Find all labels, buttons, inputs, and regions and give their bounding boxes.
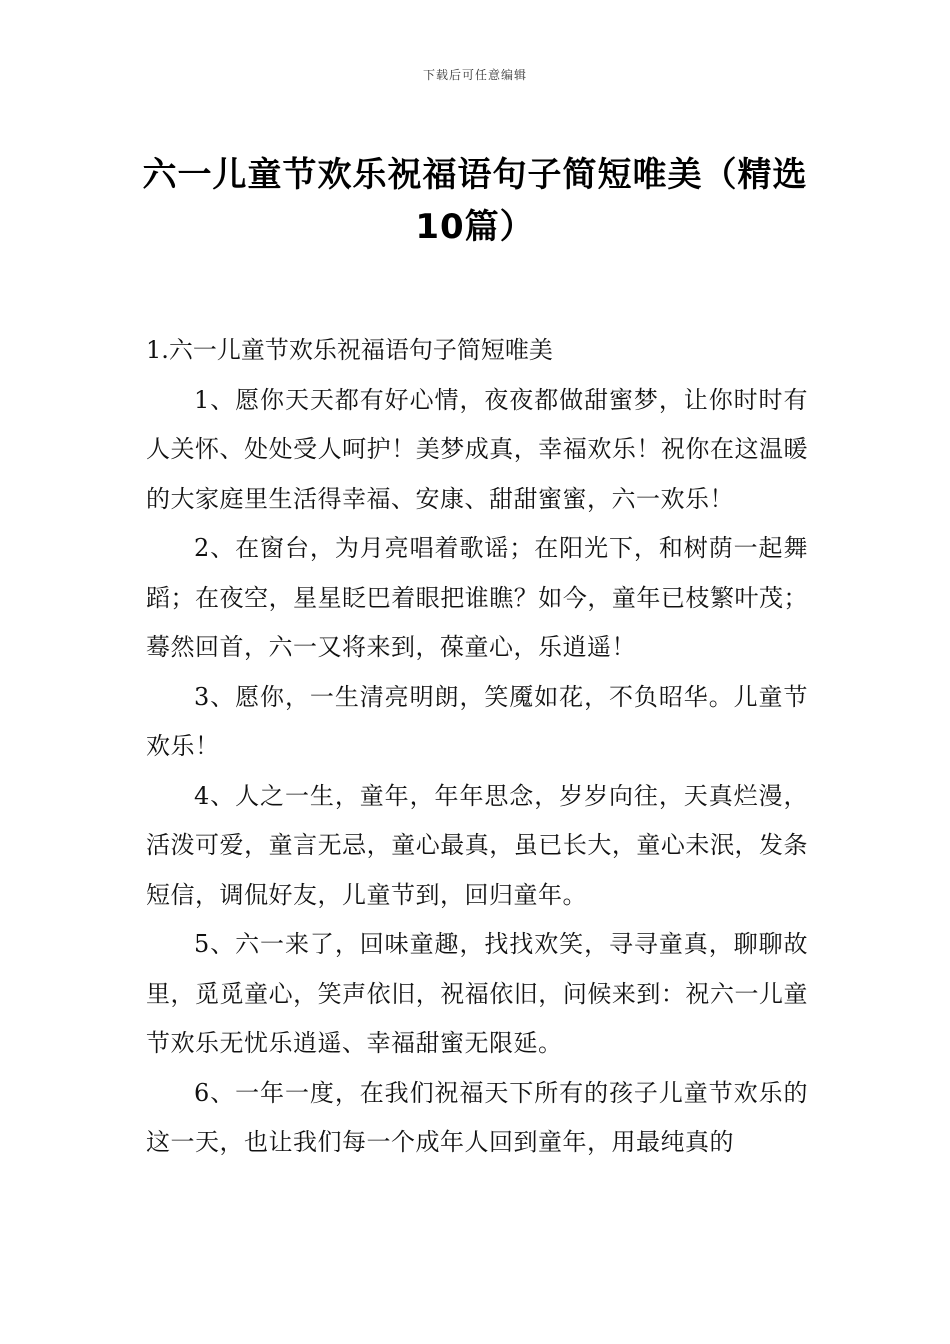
paragraph-1: 1、愿你天天都有好心情，夜夜都做甜蜜梦，让你时时有人关怀、处处受人呵护！美梦成真，幸福欢乐！祝你在这温暖的大家庭里生活得幸福、安康、甜甜蜜蜜，六一欢乐！: [146, 385, 808, 513]
paragraph-3: 3、愿你，一生清亮明朗，笑魇如花，不负昭华。儿童节欢乐！: [146, 682, 808, 760]
paragraph-2: 2、在窗台，为月亮唱着歌谣；在阳光下，和树荫一起舞蹈；在夜空，星星眨巴着眼把谁瞧？如今，童年已枝繁叶茂；蓦然回首，六一又将来到，葆童心，乐逍遥！: [146, 534, 808, 661]
paragraph-6: 6、一年一度，在我们祝福天下所有的孩子儿童节欢乐的这一天，也让我们每一个成年人回到童年，用最纯真的: [146, 1078, 808, 1156]
document-body: [146, 326, 808, 1168]
paragraph-5: 5、六一来了，回味童趣，找找欢笑，寻寻童真，聊聊故里，觅觅童心，笑声依旧，祝福依旧，问候来到：祝六一儿童节欢乐无忧乐逍遥、幸福甜蜜无限延。: [146, 930, 808, 1057]
section-heading: 1.六一儿童节欢乐祝福语句子简短唯美: [146, 336, 553, 364]
paragraph-4: 4、人之一生，童年，年年思念，岁岁向往，天真烂漫，活泼可爱，童言无忌，童心最真，虽已长大，童心未泯，发条短信，调侃好友，儿童节到，回归童年。: [146, 781, 808, 909]
header-note: 下载后可任意编辑: [422, 68, 527, 82]
document-title: 六一儿童节欢乐祝福语句子简短唯美（精选10篇）: [142, 154, 808, 247]
